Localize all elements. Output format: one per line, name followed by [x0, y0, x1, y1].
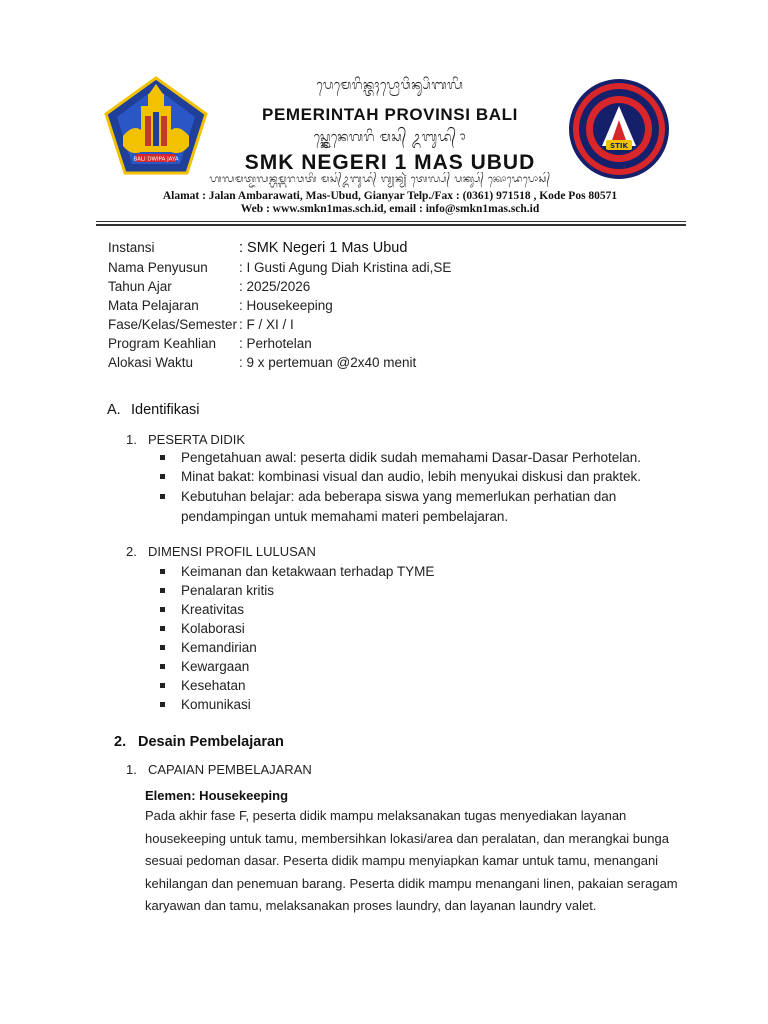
- list-item: [160, 448, 680, 468]
- section-number: 2.: [114, 734, 127, 750]
- bullet-icon: [160, 664, 165, 669]
- list-item-text: Kesehatan: [181, 678, 246, 693]
- info-label: Nama Penyusun: [108, 260, 208, 275]
- subsection-title: CAPAIAN PEMBELAJARAN: [148, 762, 312, 777]
- school-name: SMK NEGERI 1 MAS UBUD: [244, 151, 536, 174]
- list-item: [160, 487, 660, 527]
- info-value: : Housekeeping: [239, 298, 333, 313]
- balinese-script-line-2: ᬲ᭄ᬫ᭄ᬓᬾᬦᬾᬕᬭᬶ ᬫᬲ᭄ ᬉᬩᬸᬤ᭄ ᬵ: [313, 130, 467, 145]
- elemen-paragraph: Pada akhir fase F, peserta didik mampu melaksanakan tugas menyediakan layanan housekeeping untuk tamu, membersihkan lokasi/area dan peralatan, dan merangkai bunga sesuai pedoman dasar. Peserta didik mampu menyiapkan kamar untuk tamu, menangani kehilangan dan penemuan barang. Peserta didik mampu menangani linen, pakaian seragam karyawan dan tamu, melaksanakan proses laundry, dan layanan laundry valet.: [145, 808, 678, 913]
- info-label: Alokasi Waktu: [108, 355, 194, 370]
- section-2-heading: [114, 734, 284, 750]
- elemen-heading: Elemen: Housekeeping: [145, 788, 289, 803]
- emblem-banner-text: BALI DWIPA JAYA: [133, 156, 179, 163]
- list-item-text: Penalaran kritis: [181, 583, 275, 598]
- dimensi-profil-heading: [126, 544, 316, 559]
- bali-province-emblem-icon: [103, 76, 209, 176]
- info-value: : 9 x pertemuan @2x40 menit: [239, 355, 417, 370]
- info-label: Program Keahlian: [108, 336, 217, 351]
- bullet-icon: [160, 702, 165, 707]
- info-value: : I Gusti Agung Diah Kristina adi,SE: [239, 260, 452, 275]
- list-item-text: Kolaborasi: [181, 621, 245, 636]
- section-a-heading: [107, 402, 200, 418]
- peserta-didik-heading: [126, 432, 245, 447]
- list-item: [160, 638, 680, 658]
- bullet-icon: [160, 607, 165, 612]
- bullet-icon: [160, 588, 165, 593]
- list-item-text: Keimanan dan ketakwaan terhadap TYME: [181, 564, 435, 579]
- bullet-icon: [160, 683, 165, 688]
- bullet-icon: [160, 494, 165, 499]
- school-web-email: Web : www.smkn1mas.sch.id, email : info@smkn1mas.sch.id: [240, 203, 540, 215]
- list-item: [160, 600, 680, 620]
- list-item-text: Komunikasi: [181, 697, 251, 712]
- subsection-title: PESERTA DIDIK: [148, 432, 246, 447]
- bullet-icon: [160, 474, 165, 479]
- section-title: Identifikasi: [131, 402, 200, 418]
- list-item: [160, 581, 680, 601]
- info-label: Fase/Kelas/Semester: [108, 317, 238, 332]
- info-label: Mata Pelajaran: [108, 298, 199, 313]
- bullet-icon: [160, 569, 165, 574]
- capaian-pembelajaran-heading: [126, 762, 312, 777]
- list-item-text: Kreativitas: [181, 602, 245, 617]
- subsection-number: 2.: [126, 544, 137, 559]
- subsection-number: 1.: [126, 762, 137, 777]
- balinese-script-line-1: ᬧᬾᬫᬾᬭᬶᬦ᭄ᬢᬄᬧ᭄ᬭᭀᬯᬶᬦ᭄ᬲᬶᬩᬮᬶ: [316, 78, 464, 93]
- section-number: A.: [107, 402, 121, 418]
- list-item: [160, 619, 680, 639]
- subsection-title: DIMENSI PROFIL LULUSAN: [148, 544, 316, 559]
- info-label: Tahun Ajar: [108, 279, 172, 294]
- list-item-text: Kewargaan: [181, 659, 250, 674]
- section-title: Desain Pembelajaran: [138, 734, 284, 750]
- list-item: [160, 695, 680, 715]
- subsection-number: 1.: [126, 432, 137, 447]
- school-address: Alamat : Jalan Ambarawati, Mas-Ubud, Gianyar Telp./Fax : (0361) 971518 , Kode Pos 80571: [162, 190, 618, 202]
- list-item: [160, 562, 680, 582]
- list-item-text: Kemandirian: [181, 640, 257, 655]
- bullet-icon: [160, 645, 165, 650]
- letterhead-rule-thick: [96, 224, 686, 226]
- list-item: [160, 657, 680, 677]
- balinese-script-line-3: ᬳᬮᬫᬢ᭄ᬚᬮᬦ᭄ᬳᬫ᭄ᬩᬭᬯᬢᬶ ᬫᬲ᭄ᬉᬩᬸᬤ᭄ ᬕ᭄ᬬᬦ᭄ᬬᬃ ᬢᬾᬮ᭄ᬧ᭄ ᬧᬓ᭄ᬲ᭄ ᬓᭀᬤᬾᬧᭀᬲ᭄: [209, 174, 551, 185]
- list-item-text: Pengetahuan awal: peserta didik sudah memahami Dasar-Dasar Perhotelan.: [181, 450, 642, 465]
- list-item-text: Kebutuhan belajar: ada beberapa siswa yang memerlukan perhatian dan pendampingan untuk memahami materi pembelajaran.: [181, 489, 617, 524]
- list-item: [160, 467, 680, 487]
- info-label: Instansi: [108, 240, 155, 255]
- info-value: : 2025/2026: [239, 279, 311, 294]
- info-value: : Perhotelan: [239, 336, 312, 351]
- info-value: : F / XI / I: [239, 317, 294, 332]
- letterhead-rule-thin: [96, 221, 686, 222]
- bullet-icon: [160, 626, 165, 631]
- letterhead: [0, 0, 768, 228]
- bullet-icon: [160, 455, 165, 460]
- list-item: [160, 676, 680, 696]
- government-name: PEMERINTAH PROVINSI BALI: [262, 105, 518, 124]
- smk-school-emblem-icon: [566, 76, 672, 182]
- emblem-badge-text: STIK: [610, 142, 628, 150]
- list-item-text: Minat bakat: kombinasi visual dan audio, lebih menyukai diskusi dan praktek.: [181, 469, 642, 484]
- info-value: : SMK Negeri 1 Mas Ubud: [239, 240, 408, 256]
